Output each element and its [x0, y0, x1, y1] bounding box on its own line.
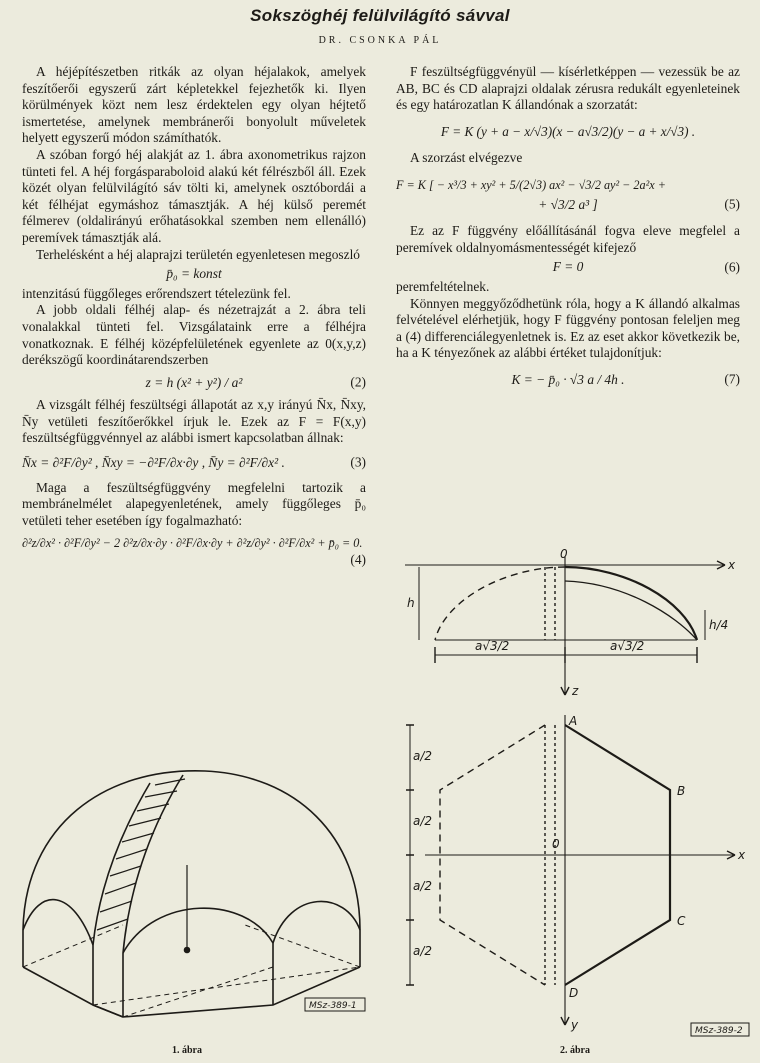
figure-1-caption: 1. ábra: [172, 1045, 202, 1056]
equation-2: [22, 375, 366, 392]
paragraph: Terhelésként a héj alaprajzi területén egyenletesen megoszló: [36, 246, 361, 262]
edge-arc-left: [23, 900, 93, 945]
label-h: h: [407, 596, 415, 610]
equation-3-body: N̄x = ∂²F/∂y² , N̄xy = −∂²F/∂x·∂y , N̄y = ∂²F/∂x² .: [22, 455, 285, 471]
label-x-plan: x: [738, 848, 746, 862]
paragraph: Maga a feszültségfüggvény megfelelni tartozik a membránelmélet alapegyenletének, amely függőleges p̄₀ vetületi teher esetében így fogalmazható:: [22, 479, 366, 528]
equation-6: [396, 259, 740, 276]
label-origin-plan: 0: [552, 837, 560, 851]
equation-7: [396, 372, 740, 389]
edge-arc-right: [273, 901, 360, 943]
paragraph: A szorzást elvégezve: [410, 150, 523, 166]
equation-2-body: z = h (x² + y²) / a²: [145, 374, 243, 390]
figure-2-stamp: MSz-389-2: [695, 1026, 743, 1036]
equation-4-number: (4): [350, 552, 366, 568]
equation-F: F = K (y + a − x/√3)(x − a√3/2)(y − a + x/√3) .: [440, 123, 696, 139]
equation-7-body: K = − p̄₀ · √3 a / 4h .: [511, 371, 625, 387]
equation-6-body: F = 0: [552, 259, 584, 275]
label-origin-elevation: 0: [560, 547, 568, 561]
paragraph: A jobb oldali félhéj alap- és nézetrajzát a 2. ábra teli vonalakkal tünteti fel. Vizsgálataink erre a félhéjra vonatkoznak. E félhéj középfelületének egyenlete az 0(x,y,z) derékszögű koordinátarendszerben: [22, 302, 366, 368]
paragraph: intenzitású függőleges erőrendszert tételezünk fel.: [22, 285, 291, 301]
label-y-axis: y: [571, 1018, 579, 1032]
figure-2-caption: 2. ábra: [560, 1045, 590, 1056]
figure-1-stamp: MSz-389-1: [309, 1001, 357, 1011]
label-x-elevation: x: [728, 558, 736, 572]
paragraph: Ez az F függvény előállításánál fogva eleve megfelel a peremívek oldalnyomásmentességét kifejező: [396, 223, 740, 255]
label-half-base-right: a√3/2: [610, 639, 645, 653]
paragraph: peremfeltételnek.: [396, 278, 490, 294]
right-half-shell: [565, 567, 697, 640]
figure-2-plan-elevation: [395, 545, 755, 1045]
paragraph: A szóban forgó héj alakját az 1. ábra axonometrikus rajzon tünteti fel. A héj forgásparaboloid alakú két félrészből áll. Ezek közét olyan felülvilágító sáv tölti ki, amelynek osztóbordái a két félhéjat egymáshoz támasztják. A héj külső peremét félmerev (oldalirányú erőhatásokkal szemben nem ellenálló) peremívek támasztják alá.: [22, 146, 366, 245]
equation-5-line1: F = K [ − x³/3 + xy² + 5/(2√3) ax² − √3/2 ay² − 2a²x +: [396, 177, 666, 192]
article-title: Sokszöghéj felülvilágító sávval: [250, 6, 510, 25]
label-a2: a/2: [413, 749, 433, 763]
paragraph: F feszültségfüggvényül — kísérletképpen — vezessük be az AB, BC és CD alaprajzi oldalak zérusra redukált egyenleteinek és egy határozatlan K állandónak a szorzatát:: [396, 64, 740, 113]
dome-outline: [23, 771, 360, 930]
equation-load: p̄₀ = konst: [166, 266, 222, 282]
equation-3-number: (3): [350, 455, 366, 471]
equation-5-line2-body: + √3/2 a³ ]: [538, 196, 598, 212]
paragraph: Könnyen meggyőződhetünk róla, hogy a K állandó alkalmas felvételével elérhetjük, hogy F függvény pontosan feleljen meg a (4) differenciálegyenletnek is. Ez az eset akkor következik be, ha a K tényezőnek az alábbi értéket tulajdonítjuk:: [396, 295, 740, 361]
edge-arc-mid: [123, 908, 273, 953]
label-D: D: [569, 986, 579, 1000]
left-column: [22, 64, 366, 569]
label-z-axis: z: [572, 684, 579, 698]
equation-3: [22, 455, 366, 472]
label-half-base-left: a√3/2: [475, 639, 510, 653]
light-strip-right: [123, 775, 183, 953]
label-a2: a/2: [413, 879, 433, 893]
label-h4: h/4: [709, 618, 729, 632]
figure-1-axonometric: [5, 705, 375, 1025]
equation-4: [22, 535, 366, 552]
label-A: A: [569, 714, 578, 728]
equation-7-number: (7): [724, 371, 740, 387]
equation-2-number: (2): [350, 374, 366, 390]
label-C: C: [677, 914, 686, 928]
label-a2: a/2: [413, 814, 433, 828]
right-column: [396, 64, 740, 399]
paragraph: A héjépítészetben ritkák az olyan héjalakok, amelyek feszítőerői egyszerű zárt képletekkel fejezhetők ki. Ilyen körülmények közt nem lesz érdektelen egy olyan héjtető ismertetése, amelynek membránerői bonyolult műveletek helyett egyszerű módon számíthatók.: [22, 64, 366, 146]
paragraph: A vizsgált félhéj feszültségi állapotát az x,y irányú N̄x, N̄xy, N̄y vetületi feszítőerőkkel írjuk le. Ezek az F = F(x,y) feszültségfüggvénnyel az alábbi ismert kapcsolatban állnak:: [22, 397, 366, 446]
equation-5-number: (5): [724, 196, 740, 212]
label-a2: a/2: [413, 944, 433, 958]
article-author: DR. CSONKA PÁL: [318, 35, 442, 46]
equation-5-line2: [396, 197, 740, 214]
equation-6-number: (6): [724, 259, 740, 275]
label-B: B: [677, 784, 686, 798]
equation-4-body: ∂²z/∂x² · ∂²F/∂y² − 2 ∂²z/∂x·∂y · ∂²F/∂x·∂y + ∂²z/∂y² · ∂²F/∂x² + p̄₀ = 0.: [22, 536, 363, 551]
